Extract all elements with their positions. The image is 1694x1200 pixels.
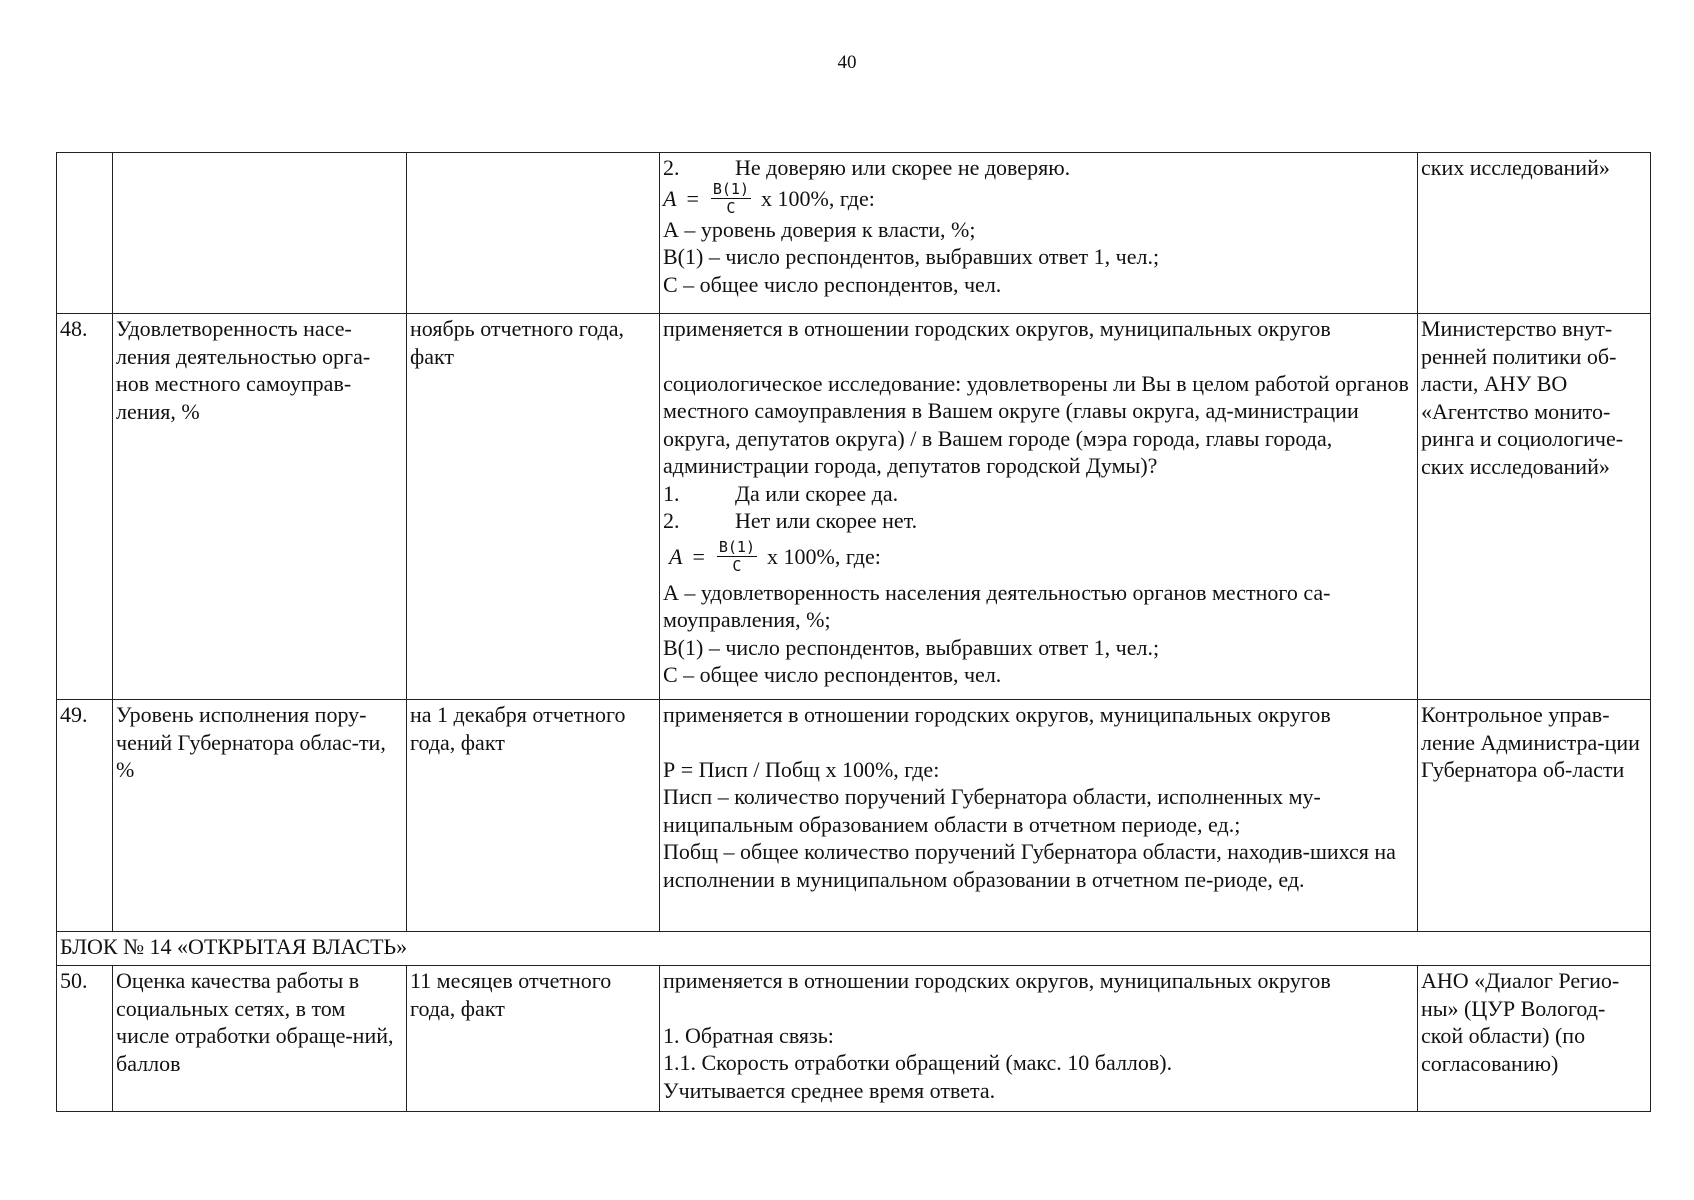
method-line: 1. Обратная связь:: [663, 1022, 834, 1048]
table-row-49: [57, 700, 1651, 932]
formula-legend-line: Писп – количество поручений Губернатора области, исполненных му-ниципальным образованием области в отчетном периоде, ед.;: [663, 784, 1321, 837]
cell-term: ноябрь отчетного года, факт: [407, 314, 660, 700]
cell-number: 49.: [57, 700, 113, 932]
cell-indicator-name: Оценка качества работы в социальных сетях, в том числе отработки обраще-ний, баллов: [113, 966, 407, 1112]
formula: A = $\frac{В(1)}{С}$ х 100%, где:: [663, 180, 875, 217]
formula-legend-line: В(1) – число респондентов, выбравших ответ 1, чел.;: [663, 244, 1160, 269]
cell-method: [660, 153, 1418, 314]
formula-legend-line: В(1) – число респондентов, выбравших ответ 1, чел.;: [663, 634, 1160, 660]
block-header-row: [57, 932, 1651, 966]
method-line: 1.1. Скорость отработки обращений (макс. 10 баллов).: [663, 1050, 1173, 1075]
formula-legend-line: Побщ – общее количество поручений Губернатора области, находив-шихся на исполнении в муниципальном образовании в отчетном пе-риоде, ед.: [663, 839, 1396, 892]
block-title: БЛОК № 14 «ОТКРЫТАЯ ВЛАСТЬ»: [57, 932, 1651, 966]
table-row-47-continued: [57, 153, 1651, 314]
cell-term: 11 месяцев отчетного года, факт: [407, 966, 660, 1112]
cell-number: 48.: [57, 314, 113, 700]
cell-method: [660, 966, 1418, 1112]
cell-term: на 1 декабря отчетного года, факт: [407, 700, 660, 932]
fraction: $\frac{В(1)}{С}$: [712, 180, 749, 217]
table-row-48: [57, 314, 1651, 700]
cell-number: 50.: [57, 966, 113, 1112]
cell-number: [57, 153, 113, 314]
cell-term: [407, 153, 660, 314]
answer-option: 2. Нет или скорее нет.: [663, 508, 918, 533]
formula-legend-line: А – удовлетворенность населения деятельностью органов местного са-моуправления, %;: [663, 579, 1331, 632]
answer-option: 1. Да или скорее да.: [663, 480, 899, 506]
applies-note: применяется в отношении городских округов, муниципальных округов: [663, 968, 1331, 993]
fraction: $\frac{В(1)}{С}$: [718, 538, 755, 575]
cell-indicator-name: [113, 153, 407, 314]
cell-source: Министерство внут-ренней политики об-ласти, АНУ ВО «Агентство монито-ринга и социологиче-ских исследований»: [1418, 314, 1651, 700]
table-row-50: [57, 966, 1651, 1112]
method-line: Учитывается среднее время ответа.: [663, 1077, 996, 1103]
indicators-table: [56, 152, 1651, 1112]
cell-method: [660, 700, 1418, 932]
cell-indicator-name: Удовлетворенность насе-ления деятельностью орга-нов местного самоуправ-ления, %: [113, 314, 407, 700]
cell-source: ских исследований»: [1418, 153, 1651, 314]
cell-source: АНО «Диалог Регио-ны» (ЦУР Вологод-ской области) (по согласованию): [1418, 966, 1651, 1112]
page-number: 40: [837, 52, 857, 73]
cell-method: [660, 314, 1418, 700]
formula: Р = Писп / Побщ х 100%, где:: [663, 756, 940, 782]
applies-note: применяется в отношении городских округов, муниципальных округов: [663, 316, 1331, 341]
cell-source: Контрольное управ-ление Администра-ции Губернатора об-ласти: [1418, 700, 1651, 932]
formula: A = $\frac{В(1)}{С}$ х 100%, где:: [669, 538, 881, 575]
answer-option: 2. Не доверяю или скорее не доверяю.: [663, 155, 1071, 180]
survey-question: социологическое исследование: удовлетворены ли Вы в целом работой органов местного самоуправления в Вашем округе (главы округа, ад-министрации округа, депутатов округа) / в Вашем городе (мэра города, главы города, администрации города, депутатов городской Думы)?: [663, 370, 1409, 478]
formula-legend-line: С – общее число респондентов, чел.: [663, 662, 1002, 687]
formula-legend-line: С – общее число респондентов, чел.: [663, 271, 1002, 297]
applies-note: применяется в отношении городских округов, муниципальных округов: [663, 702, 1331, 727]
formula-legend-line: А – уровень доверия к власти, %;: [663, 216, 976, 242]
cell-indicator-name: Уровень исполнения пору-чений Губернатора облас-ти, %: [113, 700, 407, 932]
